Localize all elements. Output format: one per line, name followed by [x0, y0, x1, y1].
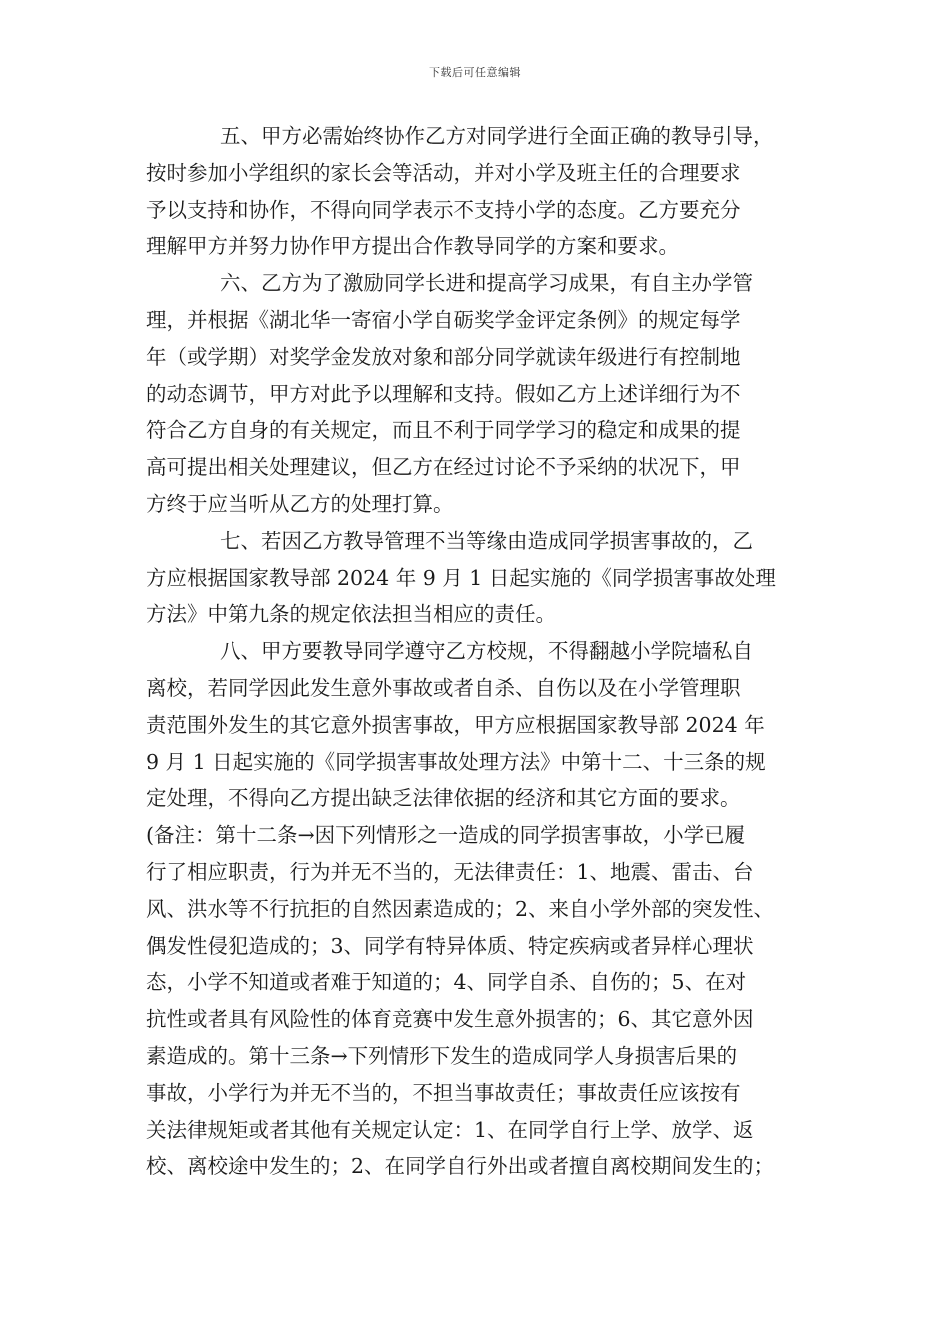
paragraph-8 — [146, 633, 806, 1185]
paragraph-line: 理，并根据《湖北华一寄宿小学自砺奖学金评定条例》的规定每学 — [146, 307, 741, 332]
paragraph-line: (备注：第十二条→因下列情形之一造成的同学损害事故，小学已履 — [146, 823, 746, 848]
paragraph-line: 校、离校途中发生的；2、在同学自行外出或者擅自离校期间发生的； — [146, 1154, 775, 1179]
paragraph-line: 定处理，不得向乙方提出缺乏法律依据的经济和其它方面的要求。 — [146, 786, 741, 811]
paragraph-line: 责范围外发生的其它意外损害事故，甲方应根据国家教导部 2024 年 — [146, 712, 765, 737]
paragraph-line: 的动态调节，甲方对此予以理解和支持。假如乙方上述详细行为不 — [146, 381, 741, 406]
paragraph-line: 高可提出相关处理建议，但乙方在经过讨论不予采纳的状况下，甲 — [146, 455, 741, 480]
paragraph-line: 按时参加小学组织的家长会等活动，并对小学及班主任的合理要求 — [146, 160, 741, 185]
paragraph-line: 事故，小学行为并无不当的，不担当事故责任；事故责任应该按有 — [146, 1080, 741, 1105]
paragraph-line: 关法律规矩或者其他有关规定认定：1、在同学自行上学、放学、返 — [146, 1117, 754, 1142]
paragraph-line: 离校，若同学因此发生意外事故或者自杀、自伤以及在小学管理职 — [146, 675, 741, 700]
paragraph-line: 理解甲方并努力协作甲方提出合作教导同学的方案和要求。 — [146, 234, 679, 259]
page-header: 下载后可任意编辑 — [429, 66, 521, 79]
document-body — [146, 118, 806, 1185]
paragraph-line: 行了相应职责，行为并无不当的，无法律责任：1、地震、雷击、台 — [146, 859, 754, 884]
paragraph-line: 符合乙方自身的有关规定，而且不利于同学学习的稳定和成果的提 — [146, 418, 741, 443]
paragraph-line: 风、洪水等不行抗拒的自然因素造成的；2、来自小学外部的突发性、 — [146, 896, 775, 921]
paragraph-6 — [146, 265, 806, 523]
paragraph-line: 方法》中第九条的规定依法担当相应的责任。 — [146, 602, 556, 627]
paragraph-line: 年（或学期）对奖学金发放对象和部分同学就读年级进行有控制地 — [146, 344, 741, 369]
paragraph-line: 六、乙方为了激励同学长进和提高学习成果，有自主办学管 — [220, 271, 753, 296]
paragraph-line: 抗性或者具有风险性的体育竞赛中发生意外损害的；6、其它意外因 — [146, 1007, 754, 1032]
paragraph-line: 七、若因乙方教导管理不当等缘由造成同学损害事故的，乙 — [220, 528, 753, 553]
paragraph-line: 予以支持和协作，不得向同学表示不支持小学的态度。乙方要充分 — [146, 197, 741, 222]
paragraph-line: 9 月 1 日起实施的《同学损害事故处理方法》中第十二、十三条的规 — [146, 749, 766, 774]
paragraph-line: 八、甲方要教导同学遵守乙方校规，不得翻越小学院墙私自 — [220, 639, 753, 664]
paragraph-line: 态，小学不知道或者难于知道的；4、同学自杀、自伤的；5、在对 — [146, 970, 747, 995]
paragraph-line: 素造成的。第十三条→下列情形下发生的造成同学人身损害后果的 — [146, 1043, 738, 1068]
paragraph-line: 偶发性侵犯造成的；3、同学有特异体质、特定疾病或者异样心理状 — [146, 933, 754, 958]
paragraph-line: 五、甲方必需始终协作乙方对同学进行全面正确的教导引导， — [220, 124, 774, 148]
paragraph-7 — [146, 523, 806, 633]
paragraph-5 — [146, 118, 806, 265]
paragraph-line: 方终于应当听从乙方的处理打算。 — [146, 491, 454, 516]
paragraph-line: 方应根据国家教导部 2024 年 9 月 1 日起实施的《同学损害事故处理 — [146, 565, 776, 590]
